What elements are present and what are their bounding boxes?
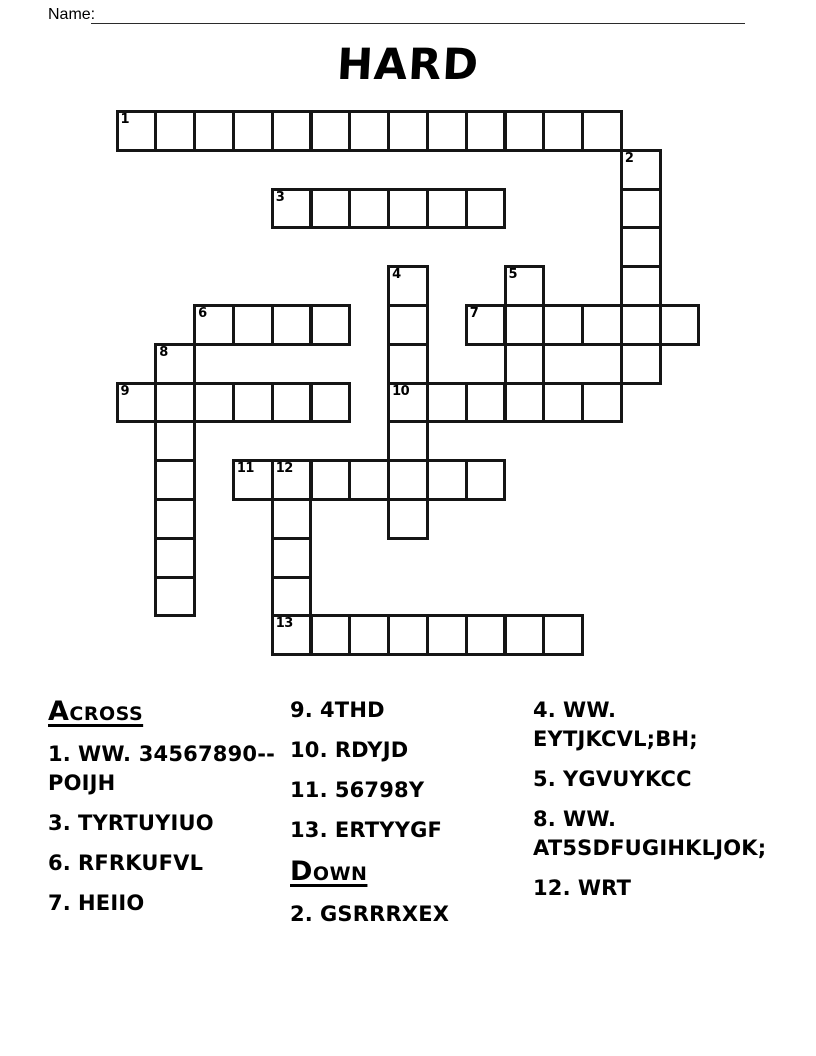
grid-cell-r4c7[interactable] xyxy=(387,265,429,307)
grid-cell-r9c4[interactable] xyxy=(271,459,313,501)
grid-cell-r10c7[interactable] xyxy=(387,498,429,540)
grid-cell-r0c5[interactable] xyxy=(310,110,352,152)
clues-column-2 xyxy=(290,696,530,940)
clue-number: 4. xyxy=(533,698,556,722)
grid-cell-r7c12[interactable] xyxy=(581,382,623,424)
clue-text: WW. EYTJKCVL;BH; xyxy=(533,698,698,751)
grid-cell-r9c8[interactable] xyxy=(426,459,468,501)
grid-cell-r13c9[interactable] xyxy=(465,614,507,656)
grid-cell-r11c1[interactable] xyxy=(154,537,196,579)
grid-cell-r12c1[interactable] xyxy=(154,576,196,618)
grid-cell-r5c3[interactable] xyxy=(232,304,274,346)
grid-cell-r9c5[interactable] xyxy=(310,459,352,501)
grid-cell-r5c2[interactable] xyxy=(193,304,235,346)
grid-cell-r8c7[interactable] xyxy=(387,420,429,462)
grid-cell-r7c7[interactable] xyxy=(387,382,429,424)
clue-text: ERTYYGF xyxy=(334,818,443,842)
clue-across-11 xyxy=(290,776,530,805)
puzzle-title: HARD xyxy=(335,40,481,90)
clue-number: 8. xyxy=(533,807,556,831)
clue-number: 6. xyxy=(48,851,71,875)
grid-cell-r13c4[interactable] xyxy=(271,614,313,656)
grid-cell-r9c9[interactable] xyxy=(465,459,507,501)
grid-cell-r7c0[interactable] xyxy=(116,382,158,424)
grid-cell-r0c9[interactable] xyxy=(465,110,507,152)
clue-text: WRT xyxy=(577,876,632,900)
cell-number: 9 xyxy=(120,383,130,399)
grid-cell-r7c11[interactable] xyxy=(542,382,584,424)
grid-cell-r0c11[interactable] xyxy=(542,110,584,152)
grid-cell-r2c7[interactable] xyxy=(387,188,429,230)
clue-number: 11. xyxy=(290,778,328,802)
clue-number: 5. xyxy=(533,767,556,791)
grid-cell-r6c13[interactable] xyxy=(620,343,662,385)
clues-column-1 xyxy=(48,696,283,929)
grid-cell-r5c14[interactable] xyxy=(659,304,701,346)
grid-cell-r2c5[interactable] xyxy=(310,188,352,230)
clue-down-4 xyxy=(533,696,783,754)
down-header: Down xyxy=(290,856,368,887)
cell-number: 5 xyxy=(508,267,518,283)
cell-number: 11 xyxy=(236,461,254,477)
grid-cell-r7c1[interactable] xyxy=(154,382,196,424)
grid-cell-r5c11[interactable] xyxy=(542,304,584,346)
grid-cell-r0c8[interactable] xyxy=(426,110,468,152)
grid-cell-r7c8[interactable] xyxy=(426,382,468,424)
cell-number: 13 xyxy=(275,616,293,632)
clue-across-10 xyxy=(290,736,530,765)
clue-number: 13. xyxy=(290,818,328,842)
grid-cell-r2c6[interactable] xyxy=(348,188,390,230)
grid-cell-r5c10[interactable] xyxy=(504,304,546,346)
grid-cell-r0c1[interactable] xyxy=(154,110,196,152)
clue-text: TYRTUYIUO xyxy=(78,811,214,835)
cell-number: 12 xyxy=(275,461,293,477)
grid-cell-r0c4[interactable] xyxy=(271,110,313,152)
grid-cell-r0c0[interactable] xyxy=(116,110,158,152)
clue-number: 1. xyxy=(48,742,71,766)
cell-number: 2 xyxy=(624,150,634,166)
clue-across-7 xyxy=(48,889,283,918)
grid-cell-r4c10[interactable] xyxy=(504,265,546,307)
clue-number: 3. xyxy=(48,811,71,835)
grid-cell-r13c6[interactable] xyxy=(348,614,390,656)
grid-cell-r7c10[interactable] xyxy=(504,382,546,424)
clue-text: RDYJD xyxy=(334,738,409,762)
clue-text: 4THD xyxy=(320,698,385,722)
cell-number: 7 xyxy=(469,306,479,321)
grid-cell-r5c12[interactable] xyxy=(581,304,623,346)
clue-text: GSRRRXEX xyxy=(320,902,450,926)
grid-cell-r5c5[interactable] xyxy=(310,304,352,346)
grid-cell-r0c6[interactable] xyxy=(348,110,390,152)
clue-down-2 xyxy=(290,900,530,929)
grid-cell-r13c8[interactable] xyxy=(426,614,468,656)
clue-down-12 xyxy=(533,874,783,903)
clue-across-6 xyxy=(48,849,283,878)
cell-number: 1 xyxy=(120,112,130,127)
clue-number: 7. xyxy=(48,891,71,915)
grid-cell-r8c1[interactable] xyxy=(154,420,196,462)
grid-cell-r0c3[interactable] xyxy=(232,110,274,152)
grid-cell-r0c10[interactable] xyxy=(504,110,546,152)
clue-across-13 xyxy=(290,816,530,845)
clue-number: 9. xyxy=(290,698,313,722)
cell-number: 3 xyxy=(275,189,285,205)
name-input-line[interactable] xyxy=(91,1,745,24)
cell-number: 10 xyxy=(392,383,410,399)
clue-across-9 xyxy=(290,696,530,725)
grid-cell-r11c4[interactable] xyxy=(271,537,313,579)
grid-cell-r2c13[interactable] xyxy=(620,188,662,230)
grid-cell-r9c3[interactable] xyxy=(232,459,274,501)
grid-cell-r12c4[interactable] xyxy=(271,576,313,618)
clues-column-3 xyxy=(533,696,783,914)
cell-number: 8 xyxy=(159,344,168,360)
clue-down-8 xyxy=(533,805,783,863)
grid-cell-r5c7[interactable] xyxy=(387,304,429,346)
grid-cell-r13c11[interactable] xyxy=(542,614,584,656)
grid-cell-r2c9[interactable] xyxy=(465,188,507,230)
grid-cell-r13c7[interactable] xyxy=(387,614,429,656)
clue-text: WW. AT5SDFUGIHKLJOK; xyxy=(533,807,767,860)
grid-cell-r7c3[interactable] xyxy=(232,382,274,424)
grid-cell-r3c13[interactable] xyxy=(620,226,662,268)
grid-cell-r13c10[interactable] xyxy=(504,614,546,656)
grid-cell-r0c7[interactable] xyxy=(387,110,429,152)
grid-cell-r7c5[interactable] xyxy=(310,382,352,424)
grid-cell-r5c13[interactable] xyxy=(620,304,662,346)
clue-across-3 xyxy=(48,809,283,838)
grid-cell-r9c6[interactable] xyxy=(348,459,390,501)
cell-number: 6 xyxy=(198,306,207,321)
clue-text: RFRKUFVL xyxy=(78,851,204,875)
grid-cell-r13c5[interactable] xyxy=(310,614,352,656)
grid-cell-r0c2[interactable] xyxy=(193,110,235,152)
name-label: Name: xyxy=(48,6,96,23)
across-header: Across xyxy=(48,696,144,727)
grid-cell-r7c2[interactable] xyxy=(193,382,235,424)
clue-number: 12. xyxy=(533,876,571,900)
grid-cell-r4c13[interactable] xyxy=(620,265,662,307)
grid-cell-r10c4[interactable] xyxy=(271,498,313,540)
grid-cell-r2c8[interactable] xyxy=(426,188,468,230)
grid-cell-r5c9[interactable] xyxy=(465,304,507,346)
clue-number: 10. xyxy=(290,738,328,762)
clue-text: WW. 34567890--POIJH xyxy=(48,742,276,795)
grid-cell-r6c10[interactable] xyxy=(504,343,546,385)
grid-cell-r6c1[interactable] xyxy=(154,343,196,385)
clue-text: YGVUYKCC xyxy=(563,767,692,791)
clue-text: 56798Y xyxy=(334,778,425,802)
clue-number: 2. xyxy=(290,902,313,926)
grid-cell-r7c9[interactable] xyxy=(465,382,507,424)
grid-cell-r0c12[interactable] xyxy=(581,110,623,152)
clue-text: HEIIO xyxy=(78,891,145,915)
grid-cell-r1c13[interactable] xyxy=(620,149,662,191)
grid-cell-r10c1[interactable] xyxy=(154,498,196,540)
grid-cell-r6c7[interactable] xyxy=(387,343,429,385)
grid-cell-r9c1[interactable] xyxy=(154,459,196,501)
grid-cell-r5c4[interactable] xyxy=(271,304,313,346)
grid-cell-r7c4[interactable] xyxy=(271,382,313,424)
clue-across-1 xyxy=(48,740,283,798)
clue-down-5 xyxy=(533,765,783,794)
grid-cell-r2c4[interactable] xyxy=(271,188,313,230)
grid-cell-r9c7[interactable] xyxy=(387,459,429,501)
cell-number: 4 xyxy=(392,267,401,283)
